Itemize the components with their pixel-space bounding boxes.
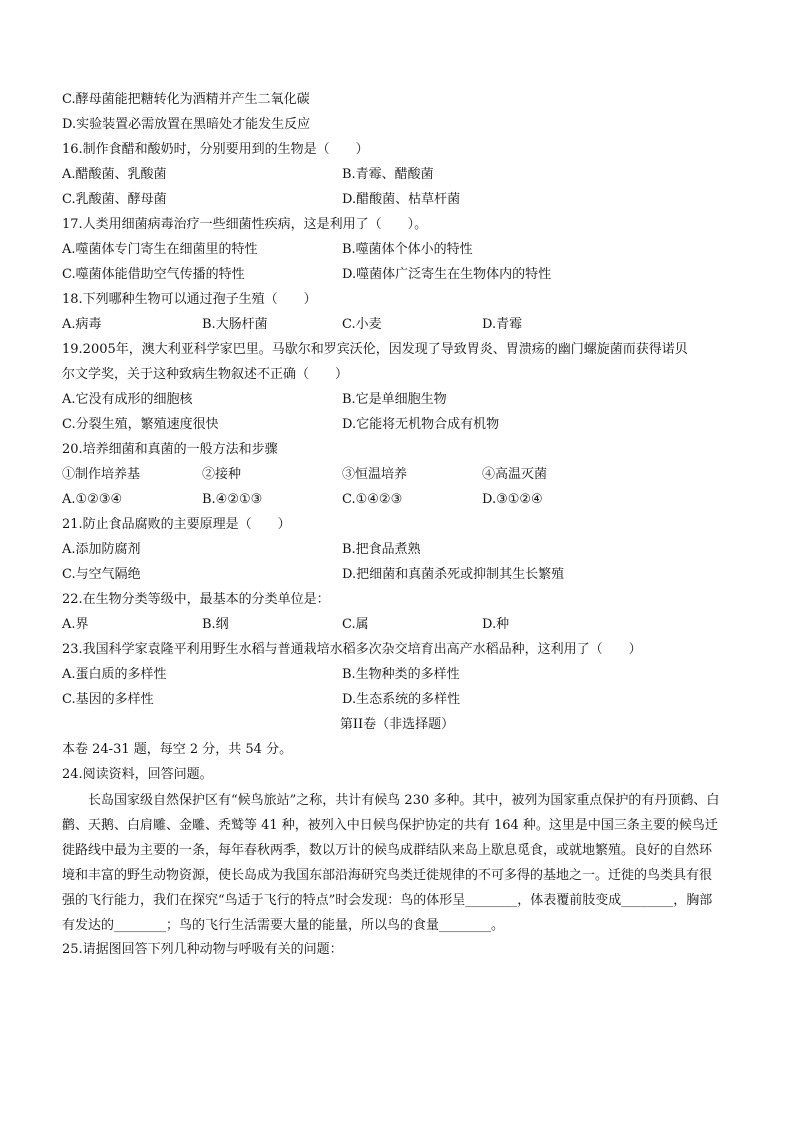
q20-step-3: ③恒温培养 [342, 467, 408, 482]
q20-step-4: ④高温灭菌 [482, 467, 548, 482]
section-note: 本卷 24-31 题，每空 2 分，共 54 分。 [62, 742, 293, 757]
q19-option-a: A.它没有成形的细胞核 [62, 392, 193, 407]
q20-option-d: D.③①②④ [482, 492, 543, 507]
q18-option-c: C.小麦 [342, 317, 382, 332]
q17-option-b: B.噬菌体个体小的特性 [342, 242, 473, 257]
q19-stem-line1: 19.2005年，澳大利亚科学家巴里。马歇尔和罗宾沃伦，因发现了导致胃炎、胃溃疡的幽门螺旋菌而获得诺贝 [62, 342, 688, 357]
q22-option-c: C.属 [342, 617, 369, 632]
q16-option-b: B.青霉、醋酸菌 [342, 167, 434, 182]
q15-option-c: C.酵母菌能把糖转化为酒精并产生二氧化碳 [62, 92, 310, 107]
q20-option-c: C.①④②③ [342, 492, 403, 507]
q24-passage: 长岛国家级自然保护区有“候鸟旅站”之称，共计有候鸟 230 多种。其中，被列为国家重点保护的有丹顶鹤、白鹳、天鹅、白肩雕、金雕、秃鹫等 41 种，被列入中日候鸟保护协定的共有 164 种。这里是中国三条主要的候鸟迁徙路线中最为主要的一条，每年春秋两季，数以万计的候鸟成群结队来岛上歇息觅食，或就地繁殖。良好的自然环境和丰富的野生动物资源，使长岛成为我国东部沿海研究鸟类迁徙规律的不可多得的基地之一。迁徙的鸟类具有很强的飞行能力，我们在探究“鸟适于飞行的特点”时会发现：鸟的体形呈________，体表覆前肢变成________，胸部有发达的________；鸟的飞行生活需要大量的能量，所以鸟的食量________。 [62, 793, 720, 933]
q20-option-b: B.④②①③ [202, 492, 263, 507]
q22-option-a: A.界 [62, 617, 89, 632]
q23-option-b: B.生物种类的多样性 [342, 667, 460, 682]
q22-option-b: B.纲 [202, 617, 229, 632]
q17-stem: 17.人类用细菌病毒治疗一些细菌性疾病，这是利用了（ ）。 [62, 217, 428, 232]
q19-stem-line2: 尔文学奖，关于这种致病生物叙述不正确（ ） [62, 367, 349, 382]
q23-option-c: C.基因的多样性 [62, 692, 154, 707]
q21-option-a: A.添加防腐剂 [62, 542, 141, 557]
q23-stem: 23.我国科学家袁隆平利用野生水稻与普通栽培水稻多次杂交培育出高产水稻品种，这利用了（ ） [62, 642, 642, 657]
q18-option-d: D.青霉 [482, 317, 523, 332]
q16-option-d: D.醋酸菌、枯草杆菌 [342, 192, 461, 207]
q21-option-b: B.把食品煮熟 [342, 542, 421, 557]
q17-option-d: D.噬菌体广泛寄生在生物体内的特性 [342, 267, 552, 282]
q18-stem: 18.下列哪种生物可以通过孢子生殖（ ） [62, 292, 317, 307]
q17-option-c: C.噬菌体能借助空气传播的特性 [62, 267, 245, 282]
q21-option-c: C.与空气隔绝 [62, 567, 141, 582]
q24-stem: 24.阅读资料，回答问题。 [62, 767, 213, 782]
q19-option-b: B.它是单细胞生物 [342, 392, 447, 407]
q25-stem: 25.请据图回答下列几种动物与呼吸有关的问题： [62, 942, 343, 957]
q18-option-b: B.大肠杆菌 [202, 317, 268, 332]
q21-option-d: D.把细菌和真菌杀死或抑制其生长繁殖 [342, 567, 565, 582]
q20-step-1: ①制作培养基 [62, 467, 141, 482]
q22-option-d: D.种 [482, 617, 510, 632]
q17-option-a: A.噬菌体专门寄生在细菌里的特性 [62, 242, 258, 257]
q20-option-a: A.①②③④ [62, 492, 123, 507]
q15-option-d: D.实验装置必需放置在黑暗处才能发生反应 [62, 117, 311, 132]
q20-stem: 20.培养细菌和真菌的一般方法和步骤 [62, 442, 278, 457]
q19-option-d: D.它能将无机物合成有机物 [342, 417, 500, 432]
q21-stem: 21.防止食品腐败的主要原理是（ ） [62, 517, 291, 532]
q16-option-c: C.乳酸菌、酵母菌 [62, 192, 167, 207]
q22-stem: 22.在生物分类等级中，最基本的分类单位是： [62, 592, 330, 607]
section-title: 第II卷（非选择题） [339, 717, 455, 732]
q20-step-2: ②接种 [202, 467, 242, 482]
q16-option-a: A.醋酸菌、乳酸菌 [62, 167, 167, 182]
q16-stem: 16.制作食醋和酸奶时，分别要用到的生物是（ ） [62, 142, 369, 157]
q19-option-c: C.分裂生殖，繁殖速度很快 [62, 417, 219, 432]
q18-option-a: A.病毒 [62, 317, 102, 332]
q23-option-a: A.蛋白质的多样性 [62, 667, 167, 682]
q23-option-d: D.生态系统的多样性 [342, 692, 461, 707]
